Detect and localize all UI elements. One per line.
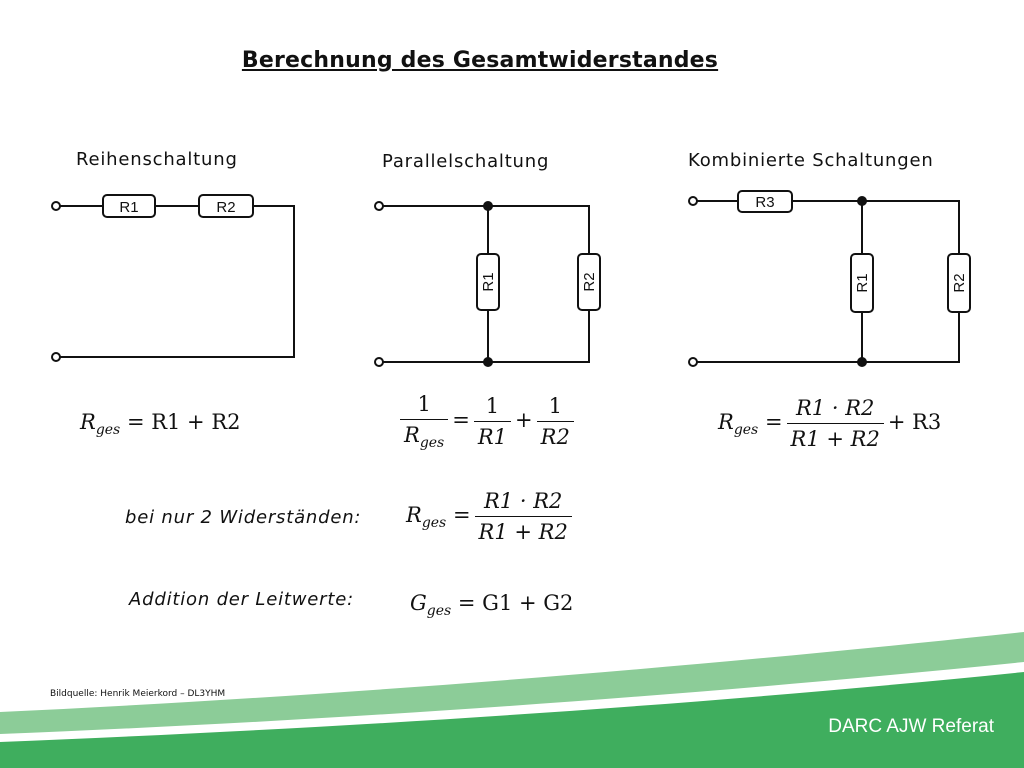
fraction-num: 1 [537, 394, 574, 422]
combined-formula [718, 396, 941, 451]
combined-circuit [689, 191, 970, 367]
fraction-num: R1 · R2 [787, 396, 884, 424]
series-circuit [52, 195, 294, 361]
equals-sign: = [764, 410, 783, 434]
equals-sign: = [452, 503, 471, 527]
page-title: Berechnung des Gesamtwiderstandes [241, 48, 719, 73]
fraction-den-sub: ges [419, 435, 445, 451]
parallel-label: Parallelschaltung [382, 151, 550, 172]
fraction-2 [474, 394, 511, 449]
terminal-top [52, 202, 60, 210]
junction-top [483, 201, 493, 211]
fraction [475, 489, 572, 544]
terminal-bottom [52, 353, 60, 361]
formula-tail: + R3 [887, 410, 942, 434]
terminal-top [689, 197, 697, 205]
formula-lhs-sub: ges [426, 603, 452, 619]
terminal-bottom [689, 358, 697, 366]
formula-lhs: R [718, 410, 734, 434]
junction-top [857, 196, 867, 206]
formula-lhs: R [406, 503, 422, 527]
formula-lhs: G [410, 591, 427, 615]
combined-label: Kombinierte Schaltungen [688, 150, 934, 171]
fraction-den: R1 + R2 [790, 427, 880, 451]
series-formula [80, 410, 241, 438]
resistor-r2-label: R2 [216, 199, 236, 216]
fraction-3 [537, 394, 574, 449]
fraction-den: R2 [540, 425, 570, 449]
formula-lhs-sub: ges [95, 422, 121, 438]
fraction-den: R [404, 423, 420, 447]
plus-sign: + [515, 408, 533, 432]
formula-lhs-sub: ges [733, 422, 759, 438]
conductance-formula [410, 591, 573, 619]
resistor-r1-label: R1 [119, 199, 139, 216]
junction-bottom [483, 357, 493, 367]
resistor-r1-label: R1 [854, 273, 871, 293]
parallel-circuit [375, 201, 600, 367]
two-resistors-note: bei nur 2 Widerständen: [125, 507, 362, 528]
fraction-den: R1 [477, 425, 508, 449]
formula-lhs-sub: ges [421, 515, 447, 531]
conductance-note: Addition der Leitwerte: [129, 589, 354, 610]
fraction-1 [400, 392, 448, 451]
series-label: Reihenschaltung [76, 149, 238, 170]
footer-label: DARC AJW Referat [828, 716, 994, 737]
resistor-r2-label: R2 [951, 273, 968, 293]
junction-bottom [857, 357, 867, 367]
equals-sign: = [452, 408, 470, 432]
fraction-num: R1 · R2 [475, 489, 572, 517]
terminal-top [375, 202, 383, 210]
formula-lhs: R [80, 410, 96, 434]
image-credit: Bildquelle: Henrik Meierkord – DL3YHM [50, 689, 226, 699]
fraction-num: 1 [474, 394, 511, 422]
formula-rhs: = G1 + G2 [457, 591, 574, 615]
two-resistors-formula [406, 489, 576, 544]
fraction-num: 1 [400, 392, 448, 420]
terminal-bottom [375, 358, 383, 366]
parallel-formula [396, 392, 578, 451]
fraction [787, 396, 884, 451]
resistor-r2-label: R2 [581, 272, 598, 292]
fraction-den: R1 + R2 [478, 520, 568, 544]
resistor-r3-label: R3 [755, 194, 775, 211]
resistor-r1-label: R1 [480, 272, 497, 292]
formula-rhs: = R1 + R2 [126, 410, 241, 434]
